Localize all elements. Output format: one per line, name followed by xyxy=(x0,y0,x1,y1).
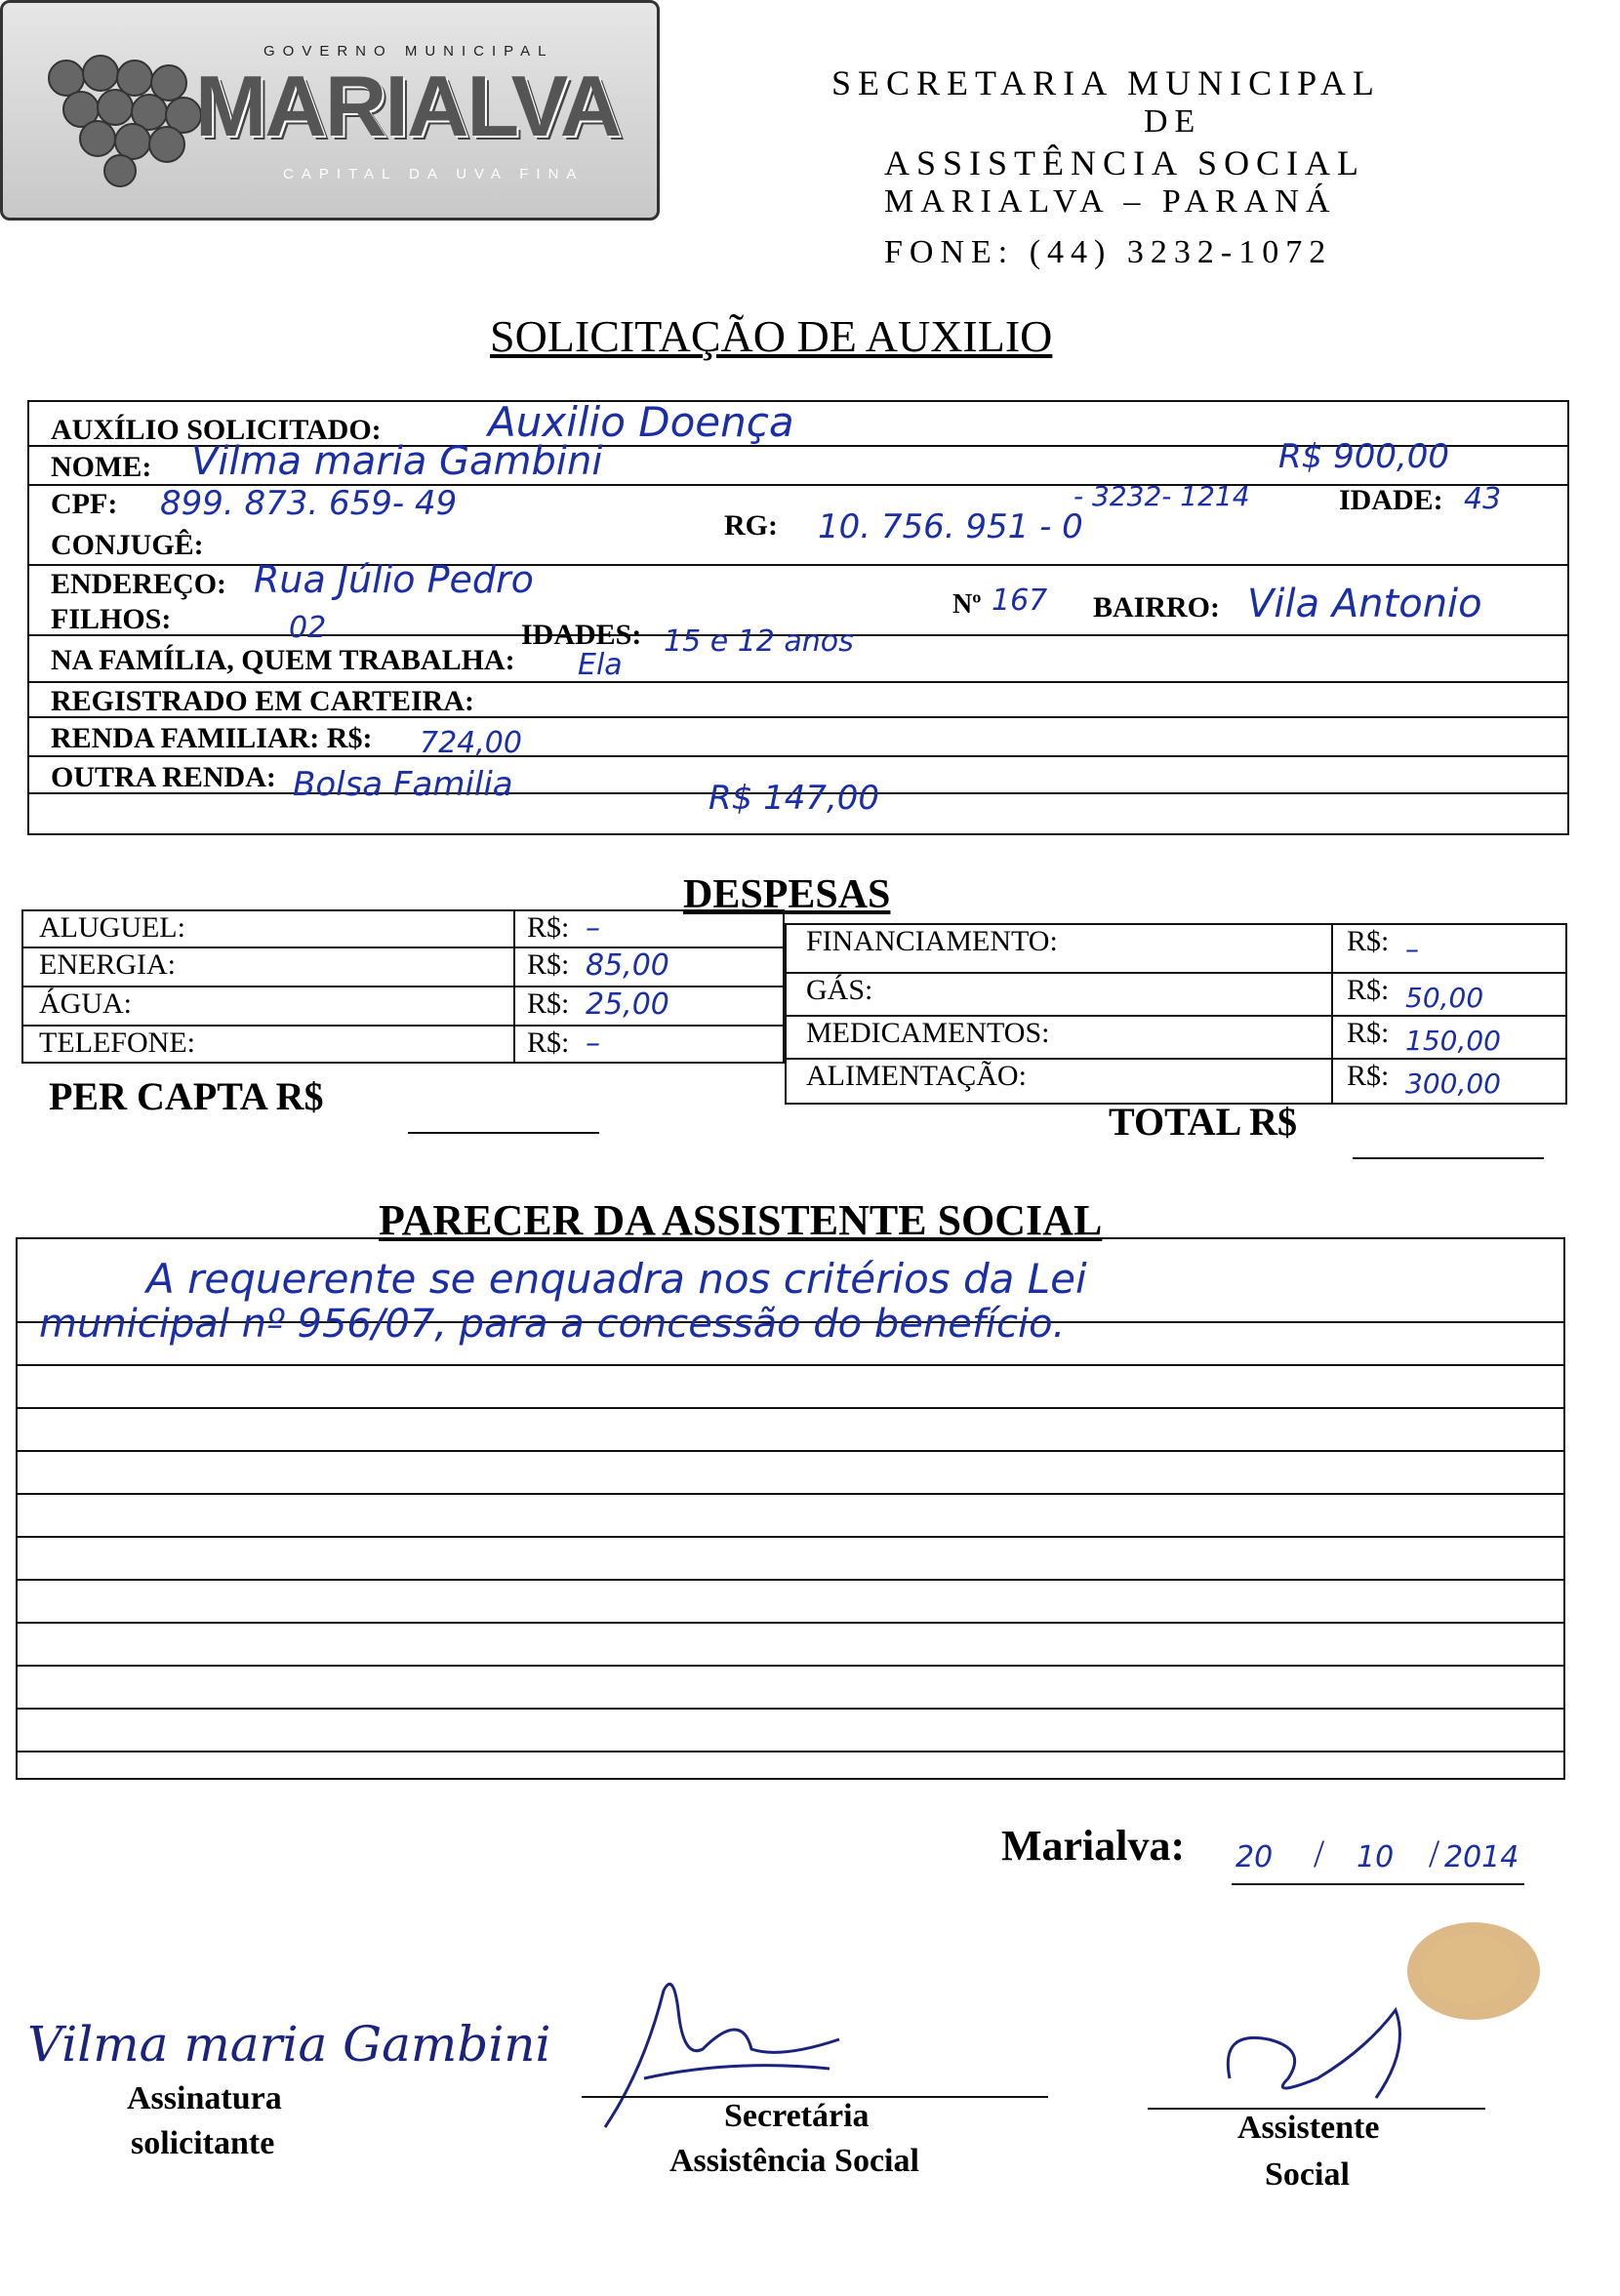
despesa-rs: R$: xyxy=(1347,1060,1390,1092)
despesa-rs: R$: xyxy=(1347,1017,1390,1049)
despesa-value: – xyxy=(586,1027,600,1061)
despesa-label: TELEFONE: xyxy=(39,1027,195,1059)
numero-value: 167 xyxy=(992,584,1048,618)
date-year: 2014 xyxy=(1444,1840,1519,1874)
despesa-rs: R$: xyxy=(1347,925,1390,957)
parecer-text-line-1: A requerente se enquadra nos critérios da Lei xyxy=(146,1255,1087,1303)
date-month: 10 xyxy=(1357,1840,1395,1874)
despesa-label: GÁS: xyxy=(806,974,873,1006)
despesa-value: 150,00 xyxy=(1405,1025,1501,1057)
despesa-value: 85,00 xyxy=(586,948,669,983)
secretaria-label-1: Secretária xyxy=(724,2098,870,2134)
renda-label: RENDA FAMILIAR: R$: xyxy=(51,722,373,754)
rg-value: 10. 756. 951 - 0 xyxy=(818,507,1083,546)
logo-name: MARIALVA xyxy=(195,58,621,154)
auxilio-value: Auxilio Doença xyxy=(488,398,794,446)
despesa-rs: R$: xyxy=(527,911,570,944)
despesa-label: ENERGIA: xyxy=(39,948,176,981)
cpf-label: CPF: xyxy=(51,488,118,520)
despesa-label: FINANCIAMENTO: xyxy=(806,925,1058,957)
rg-label: RG: xyxy=(724,509,778,542)
despesa-rs: R$: xyxy=(527,1027,570,1059)
numero-label: Nº xyxy=(952,589,982,620)
despesa-rs: R$: xyxy=(527,948,570,981)
assistente-label-1: Assistente xyxy=(1237,2110,1380,2146)
despesa-label: ALIMENTAÇÃO: xyxy=(806,1060,1027,1092)
trabalha-label: NA FAMÍLIA, QUEM TRABALHA: xyxy=(51,644,515,676)
idades-label: IDADES: xyxy=(521,619,642,651)
endereco-label: ENDEREÇO: xyxy=(51,568,227,600)
cpf-value: 899. 873. 659- 49 xyxy=(160,484,458,523)
idade-value: 43 xyxy=(1464,482,1502,516)
despesa-label: MEDICAMENTOS: xyxy=(806,1017,1050,1049)
per-capta-label: PER CAPTA R$ xyxy=(49,1074,324,1118)
despesa-label: ÁGUA: xyxy=(39,987,132,1020)
outra-renda-amount: R$ 147,00 xyxy=(709,779,880,818)
filhos-label: FILHOS: xyxy=(51,603,172,635)
despesa-value: 50,00 xyxy=(1405,982,1484,1014)
parecer-text-line-2: municipal nº 956/07, para a concessão do benefício. xyxy=(39,1302,1066,1347)
conjuge-label: CONJUGÊ: xyxy=(51,529,204,561)
header-line-1: SECRETARIA MUNICIPAL xyxy=(831,63,1381,102)
endereco-value: Rua Júlio Pedro xyxy=(254,558,534,601)
logo-bottom-text: CAPITAL DA UVA FINA xyxy=(283,166,585,182)
carteira-label: REGISTRADO EM CARTEIRA: xyxy=(51,685,474,717)
telefone-value: - 3232- 1214 xyxy=(1073,480,1250,512)
nome-label: NOME: xyxy=(51,451,152,483)
despesa-value: – xyxy=(586,911,600,946)
outra-renda-label: OUTRA RENDA: xyxy=(51,761,276,793)
renda-value: 724,00 xyxy=(420,726,522,760)
despesa-value: 300,00 xyxy=(1405,1067,1501,1100)
bairro-value: Vila Antonio xyxy=(1247,582,1482,626)
logo-top-text: GOVERNO MUNICIPAL xyxy=(263,43,554,60)
auxilio-amount: R$ 900,00 xyxy=(1278,437,1450,476)
solicitante-label-2: solicitante xyxy=(131,2125,275,2161)
total-label: TOTAL R$ xyxy=(1109,1100,1298,1144)
date-label: Marialva: xyxy=(1001,1822,1186,1870)
bairro-label: BAIRRO: xyxy=(1093,591,1221,624)
header-line-2: DE xyxy=(1144,103,1202,140)
page-title: SOLICITAÇÃO DE AUXILIO xyxy=(490,311,1053,361)
solicitante-signature: Vilma maria Gambini xyxy=(27,2016,551,2073)
despesa-rs: R$: xyxy=(1347,974,1390,1006)
secretaria-label-2: Assistência Social xyxy=(669,2143,919,2179)
nome-value: Vilma maria Gambini xyxy=(191,439,603,484)
filhos-value: 02 xyxy=(289,611,327,645)
auxilio-label: AUXÍLIO SOLICITADO: xyxy=(51,414,382,446)
despesas-title: DESPESAS xyxy=(683,872,891,917)
outra-renda-value: Bolsa Familia xyxy=(293,765,513,804)
despesa-value: 25,00 xyxy=(586,987,669,1022)
despesa-label: ALUGUEL: xyxy=(39,911,185,944)
solicitante-label-1: Assinatura xyxy=(127,2080,282,2116)
despesa-value: – xyxy=(1405,933,1419,965)
header-line-3: ASSISTÊNCIA SOCIAL xyxy=(884,143,1366,182)
marialva-logo xyxy=(0,0,660,221)
parecer-title: PARECER DA ASSISTENTE SOCIAL xyxy=(379,1196,1103,1244)
idade-label: IDADE: xyxy=(1339,484,1443,516)
header-phone: FONE: (44) 3232-1072 xyxy=(884,234,1333,270)
assistente-label-2: Social xyxy=(1265,2156,1350,2193)
idades-value: 15 e 12 anos xyxy=(664,624,854,659)
assistente-signature xyxy=(1200,1991,1435,2108)
date-day: 20 xyxy=(1235,1840,1274,1874)
header-line-4: MARIALVA – PARANÁ xyxy=(884,183,1337,220)
trabalha-value: Ela xyxy=(578,648,623,682)
despesa-rs: R$: xyxy=(527,987,570,1020)
